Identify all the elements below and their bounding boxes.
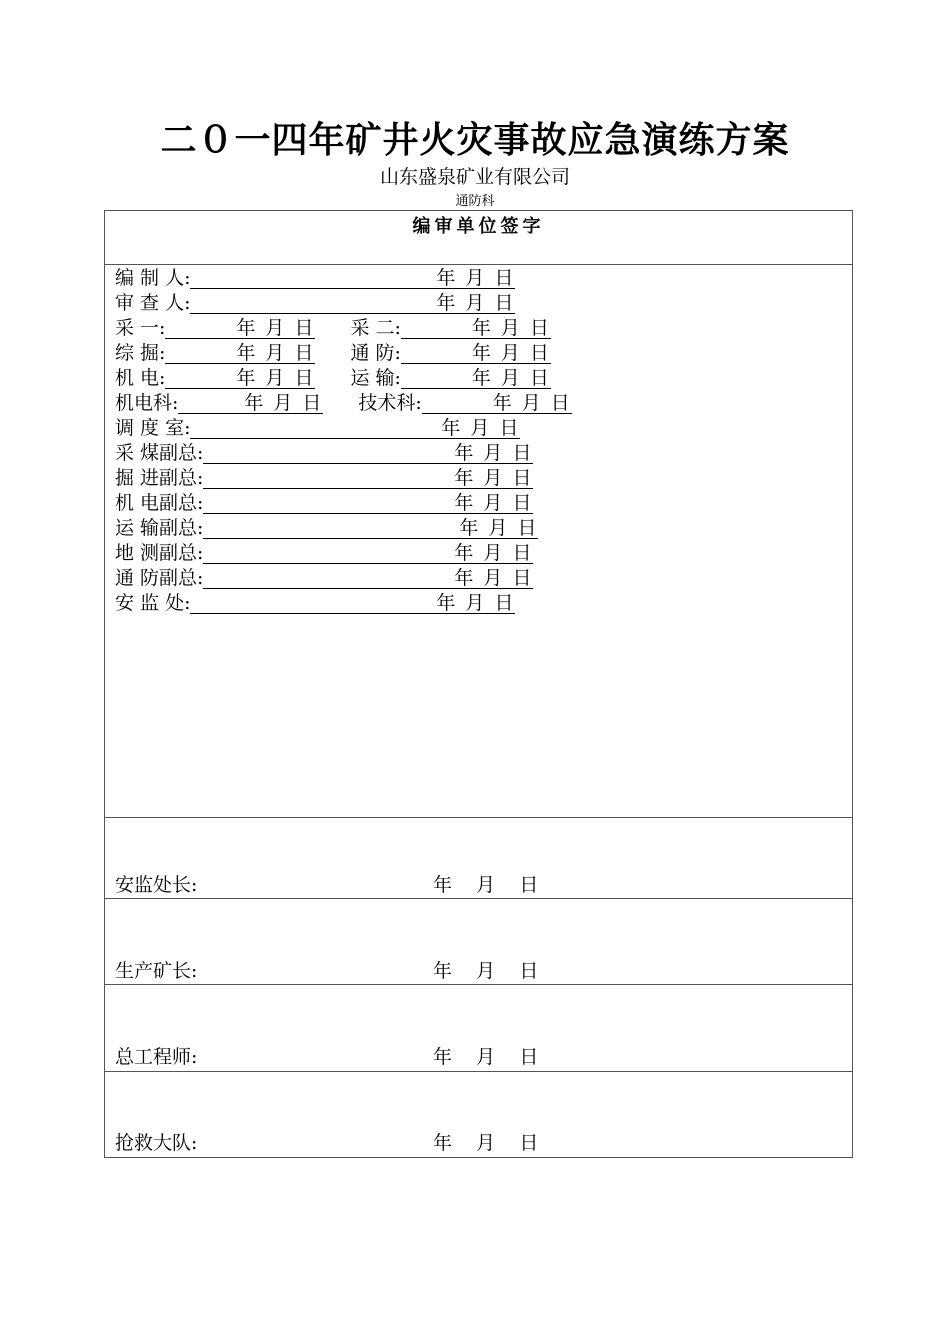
sign-label: 运 输:: [350, 367, 401, 389]
sign-label: 通 防:: [350, 342, 401, 364]
sign-row-zongjue-tongfang: [115, 341, 551, 366]
sign-label: 编 制 人:: [115, 267, 191, 289]
sign-label: 掘 进副总:: [115, 467, 204, 489]
approval-label-shengchankuangzhang: 生产矿长:: [115, 960, 198, 982]
date-text: 年 月 日: [436, 592, 516, 614]
sign-label: 审 查 人:: [115, 292, 191, 314]
table-header: 编审单位签字: [412, 216, 545, 237]
sign-row-jidianke-jishuke: [115, 391, 572, 416]
sign-label: 采 二:: [350, 317, 401, 339]
sign-line[interactable]: [203, 541, 533, 564]
date-text: 年 月 日: [471, 342, 551, 364]
approval-label-zonggongchengshi: 总工程师:: [115, 1046, 198, 1068]
sign-line[interactable]: [422, 391, 572, 414]
date-text: 年 月 日: [459, 517, 539, 539]
approval-label-anjianchuzhang: 安监处长:: [115, 874, 198, 896]
date-text: 年 月 日: [454, 542, 534, 564]
date-text: 年 月 日: [454, 567, 534, 589]
sign-row-jidianfuzong: [115, 491, 533, 516]
sign-row-bianzhiren: [115, 266, 515, 291]
approval-date[interactable]: 年 月 日: [433, 1046, 539, 1068]
sign-label: 通 防副总:: [115, 567, 204, 589]
sign-label: 机 电:: [115, 367, 166, 389]
date-text: 年 月 日: [454, 442, 534, 464]
department-name: 通防科: [455, 194, 495, 209]
approval-label-qiangjiudadui: 抢救大队:: [115, 1132, 198, 1154]
sign-label: 采 一:: [115, 317, 166, 339]
date-text: 年 月 日: [236, 317, 316, 339]
approval-date[interactable]: 年 月 日: [433, 874, 539, 896]
sign-line[interactable]: [190, 266, 515, 289]
sign-line[interactable]: [203, 491, 533, 514]
divider: [105, 264, 852, 265]
date-text: 年 月 日: [454, 467, 534, 489]
sign-line[interactable]: [165, 316, 315, 339]
sign-label: 机电科:: [115, 392, 179, 414]
date-text: 年 月 日: [436, 292, 516, 314]
divider: [105, 1071, 852, 1072]
sign-label: 安 监 处:: [115, 592, 191, 614]
sign-row-caimei: [115, 441, 533, 466]
sign-label: 技术科:: [358, 392, 422, 414]
sign-label: 采 煤副总:: [115, 442, 204, 464]
sign-row-dice: [115, 541, 533, 566]
sign-row-anjianchu: [115, 591, 515, 616]
divider: [105, 984, 852, 985]
signature-table: [104, 210, 853, 1158]
date-text: 年 月 日: [471, 317, 551, 339]
divider: [105, 817, 852, 818]
sign-line[interactable]: [203, 466, 533, 489]
sign-line[interactable]: [190, 416, 520, 439]
sign-line[interactable]: [203, 441, 533, 464]
sign-line[interactable]: [203, 516, 538, 539]
sign-line[interactable]: [401, 341, 551, 364]
date-text: 年 月 日: [492, 392, 572, 414]
sign-label: 调 度 室:: [115, 417, 191, 439]
date-text: 年 月 日: [236, 367, 316, 389]
sign-row-yunshufuzong: [115, 516, 538, 541]
sign-label: 机 电副总:: [115, 492, 204, 514]
sign-line[interactable]: [178, 391, 323, 414]
date-text: 年 月 日: [436, 267, 516, 289]
sign-row-shenchaaren: [115, 291, 515, 316]
sign-label: 地 测副总:: [115, 542, 204, 564]
divider: [105, 898, 852, 899]
sign-line[interactable]: [190, 291, 515, 314]
date-text: 年 月 日: [441, 417, 521, 439]
sign-line[interactable]: [190, 591, 515, 614]
sign-label: 综 掘:: [115, 342, 166, 364]
sign-line[interactable]: [401, 366, 551, 389]
sign-row-juejin: [115, 466, 533, 491]
date-text: 年 月 日: [244, 392, 324, 414]
sign-label: 运 输副总:: [115, 517, 204, 539]
sign-line[interactable]: [165, 341, 315, 364]
sign-row-caiyi-caier: [115, 316, 551, 341]
approval-date[interactable]: 年 月 日: [433, 960, 539, 982]
date-text: 年 月 日: [471, 367, 551, 389]
document-title: 二０一四年矿井火灾事故应急演练方案: [160, 119, 790, 161]
sign-line[interactable]: [203, 566, 533, 589]
date-text: 年 月 日: [236, 342, 316, 364]
approval-date[interactable]: 年 月 日: [433, 1132, 539, 1154]
sign-row-diaodushi: [115, 416, 520, 441]
company-name: 山东盛泉矿业有限公司: [379, 166, 570, 188]
sign-row-tongfangfuzong: [115, 566, 533, 591]
sign-line[interactable]: [401, 316, 551, 339]
date-text: 年 月 日: [454, 492, 534, 514]
sign-row-jidian-yunshu: [115, 366, 551, 391]
sign-line[interactable]: [165, 366, 315, 389]
